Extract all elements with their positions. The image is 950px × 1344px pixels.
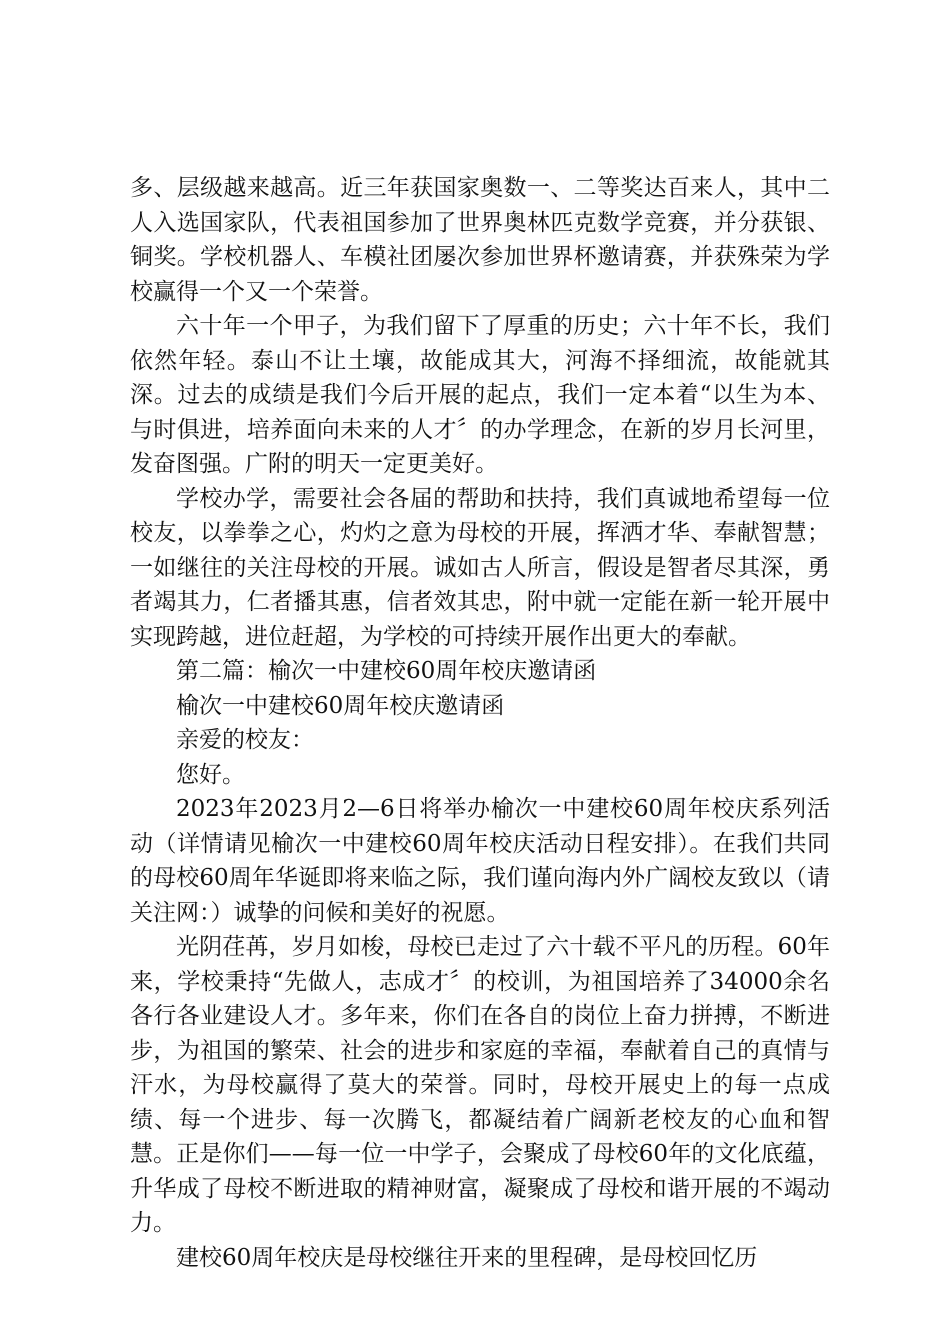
invitation-title: 榆次一中建校60周年校庆邀请函: [176, 692, 505, 719]
paragraph-sixty-years: 六十年一个甲子，为我们留下了厚重的历史；六十年不长，我们依然年轻。泰山不让土壤，故能成其大，河海不择细流，故能就其深。过去的成绩是我们今后开展的起点，我们一定本着“以生为本、与时俱进，培养面向未来的人才〞的办学理念，在新的岁月长河里，发奋图强。广附的明天一定更美好。: [130, 313, 830, 477]
section-heading: 第二篇：榆次一中建校60周年校庆邀请函: [176, 658, 597, 684]
paragraph-achievements: 多、层级越来越高。近三年获国家奥数一、二等奖达百来人，其中二人入选国家队，代表祖国参加了世界奥林匹克数学竞赛，并分获银、铜奖。学校机器人、车模社团屡次参加世界杯邀请赛，并获殊荣为学校赢得一个又一个荣誉。: [130, 175, 830, 305]
paragraph-alumni-support: 学校办学，需要社会各届的帮助和扶持，我们真诚地希望每一位校友，以拳拳之心，灼灼之意为母校的开展，挥洒才华、奉献智慧；一如继往的关注母校的开展。诚如古人所言，假设是智者尽其深，勇者竭其力，仁者播其惠，信者效其忠，附中就一定能在新一轮开展中实现跨越，进位赶超，为学校的可持续开展作出更大的奉献。: [130, 485, 830, 650]
greeting: 您好。: [176, 761, 245, 788]
paragraph-event-announcement: 2023年2023月2—6日将举办榆次一中建校60周年校庆系列活动（详情请见榆次一中建校60周年校庆活动日程安排）。在我们共同的母校60周年华诞即将来临之际，我们谨向海内外广阔校友致以（请关注网：）诚挚的问候和美好的祝愿。: [130, 796, 830, 926]
document-page: [130, 171, 830, 1275]
paragraph-history: 光阴荏苒，岁月如梭，母校已走过了六十载不平凡的历程。60年来，学校秉持“先做人，志成才〞的校训，为祖国培养了34000余名各行各业建设人才。多年来，你们在各自的岗位上奋力拼搏，不断进步，为祖国的繁荣、社会的进步和家庭的幸福，奉献着自己的真情与汗水，为母校赢得了莫大的荣誉。同时，母校开展史上的每一点成绩、每一个进步、每一次腾飞，都凝结着广阔新老校友的心血和智慧。正是你们——每一位一中学子，会聚成了母校60年的文化底蕴，升华成了母校不断进取的精神财富，凝聚成了母校和谐开展的不竭动力。: [130, 934, 830, 1236]
paragraph-milestone: 建校60周年校庆是母校继往开来的里程碑，是母校回忆历: [176, 1244, 758, 1271]
salutation: 亲爱的校友：: [176, 727, 314, 753]
